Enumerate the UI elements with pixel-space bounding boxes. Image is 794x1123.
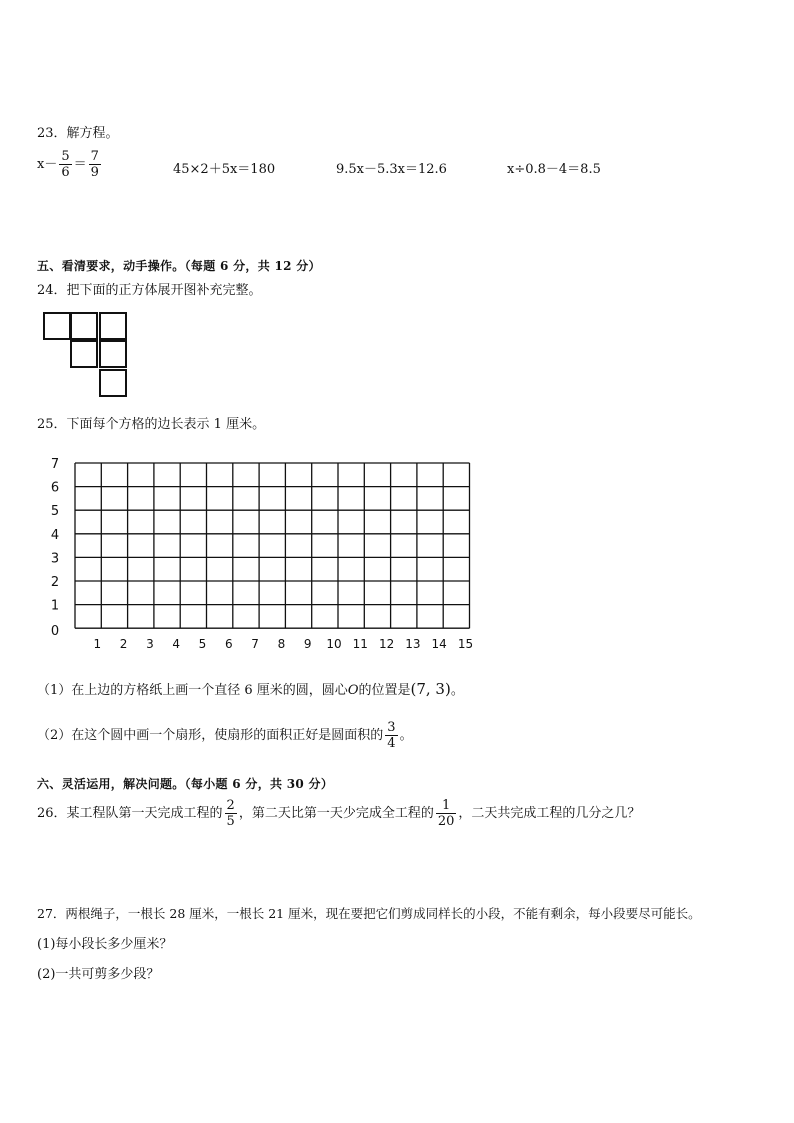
frac-numerator: 5 bbox=[61, 149, 70, 164]
q27-sub-2: (2)一共可剪多少段？ bbox=[37, 967, 160, 982]
q24-title: 24．把下面的正方体展开图补充完整。 bbox=[37, 283, 262, 298]
frac-denominator: 20 bbox=[437, 814, 455, 829]
frac-numerator: 2 bbox=[226, 798, 235, 813]
x-axis-label: 11 bbox=[352, 637, 368, 652]
x-axis-label: 7 bbox=[251, 637, 259, 652]
x-axis-label: 2 bbox=[119, 637, 128, 652]
q25-title: 25．下面每个方格的边长表示 1 厘米。 bbox=[37, 417, 266, 432]
x-axis-label: 15 bbox=[457, 637, 474, 652]
y-axis-label: 5 bbox=[50, 504, 60, 520]
x-axis-label: 9 bbox=[303, 637, 312, 652]
q27-sub-1: (1)每小段长多少厘米？ bbox=[37, 937, 173, 952]
x-axis-label: 4 bbox=[172, 637, 181, 652]
q25-center-label: O bbox=[347, 683, 359, 698]
section-5-heading: 五、看清要求，动手操作。（每题 6 分，共 12 分） bbox=[37, 259, 321, 273]
x-axis-label: 8 bbox=[277, 637, 286, 652]
q27-title: 27．两根绳子，一根长 28 厘米，一根长 21 厘米，现在要把它们剪成同样长的小段，不能有剩余，每小段要尽可能长。 bbox=[37, 906, 701, 921]
x-axis-label: 10 bbox=[326, 637, 342, 652]
y-axis-label: 7 bbox=[50, 457, 60, 472]
section-6-heading: 六、灵活运用，解决问题。（每小题 6 分，共 30 分） bbox=[37, 777, 334, 791]
y-axis-label: 4 bbox=[50, 527, 60, 543]
y-axis-label: 3 bbox=[50, 551, 60, 567]
q26-text-part-c: ，二天共完成工程的几分之几？ bbox=[458, 806, 641, 821]
x-axis-label: 14 bbox=[431, 637, 447, 652]
q25-part2-text: （2）在这个圆中画一个扇形，使扇形的面积正好是圆面积的 bbox=[37, 728, 384, 743]
frac-denominator: 4 bbox=[387, 736, 396, 751]
y-axis-label: 0 bbox=[50, 624, 60, 640]
q23-equation-4: x÷0.8－4＝8.5 bbox=[507, 162, 601, 177]
frac-denominator: 9 bbox=[90, 165, 99, 180]
q25-center-coordinate: (7, 3) bbox=[410, 680, 451, 698]
y-axis-label: 1 bbox=[50, 598, 60, 614]
q23-title: 23．解方程。 bbox=[37, 126, 119, 141]
q26-fraction-2 bbox=[436, 799, 457, 828]
x-axis-label: 13 bbox=[405, 637, 421, 652]
frac-numerator: 1 bbox=[436, 799, 457, 814]
y-axis-label: 2 bbox=[50, 575, 60, 590]
q23-equation-2: 45×2＋5x＝180 bbox=[173, 162, 276, 177]
q23-equation-3: 9.5x－5.3x＝12.6 bbox=[336, 162, 447, 177]
frac-denominator: 6 bbox=[61, 165, 70, 180]
q25-part1-text-2: 的位置是 bbox=[358, 683, 411, 698]
q26-fraction-1 bbox=[225, 799, 237, 828]
q23-eq1-prefix: x－ bbox=[37, 157, 58, 172]
x-axis-label: 6 bbox=[224, 637, 233, 652]
x-axis-label: 5 bbox=[198, 637, 207, 652]
q26-text-part-b: ，第二天比第一天少完成全工程的 bbox=[238, 806, 434, 821]
x-axis-label: 12 bbox=[378, 637, 395, 652]
q25-part2-end: 。 bbox=[399, 728, 413, 743]
y-axis-label: 6 bbox=[50, 480, 60, 496]
frac-denominator: 5 bbox=[226, 814, 235, 829]
q25-part1-text: （1）在上边的方格纸上画一个直径 6 厘米的圆，圆心 bbox=[37, 683, 348, 698]
q25-part1-end: 。 bbox=[450, 683, 464, 698]
x-axis-label: 1 bbox=[93, 637, 102, 652]
frac-numerator: 3 bbox=[387, 720, 396, 735]
frac-numerator: 7 bbox=[90, 149, 99, 164]
q23-eq1-equals: ＝ bbox=[73, 157, 87, 172]
q25-part2-fraction bbox=[385, 721, 397, 750]
x-axis-label: 3 bbox=[146, 637, 154, 652]
q25-part-1 bbox=[37, 681, 464, 699]
q25-part-2 bbox=[37, 721, 413, 750]
q26-text-part-a: 26．某工程队第一天完成工程的 bbox=[37, 806, 223, 821]
q26-text bbox=[37, 799, 640, 828]
